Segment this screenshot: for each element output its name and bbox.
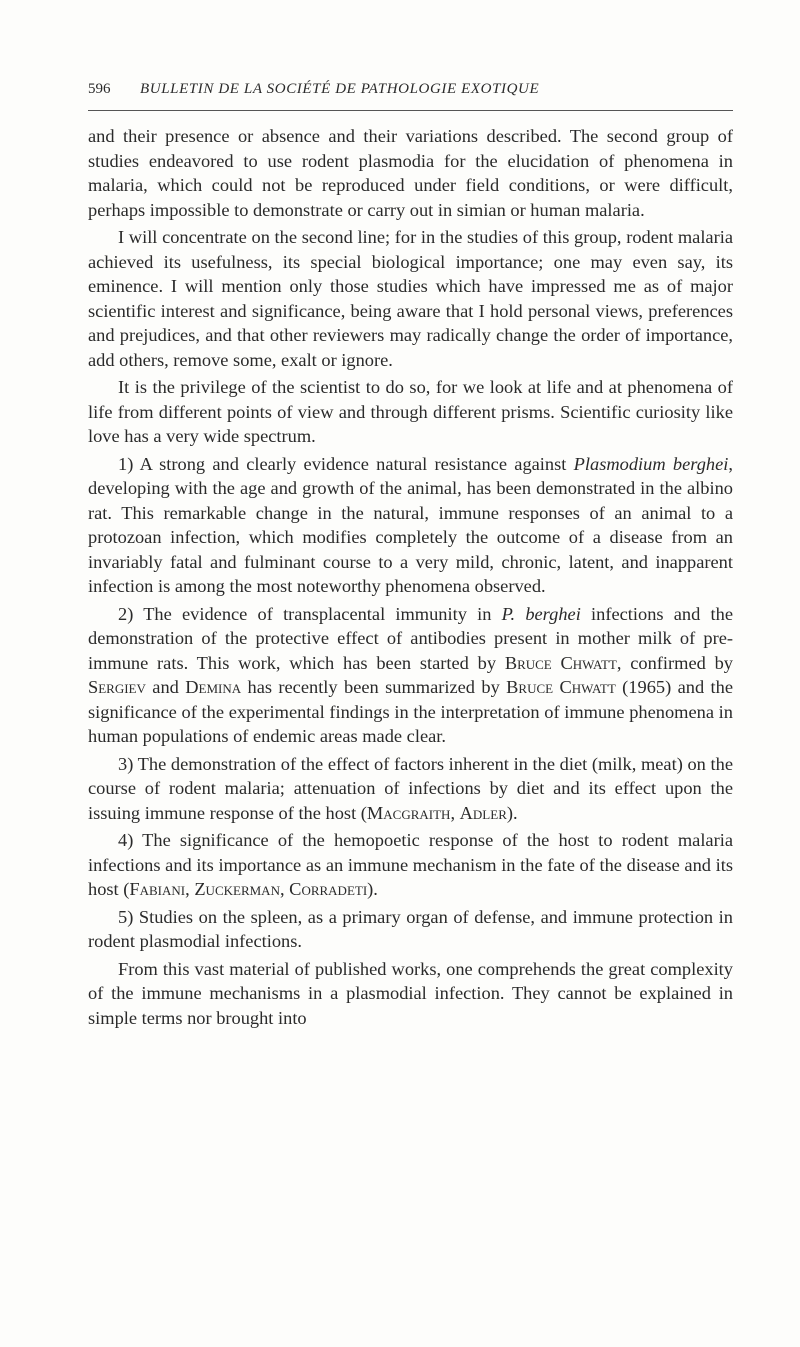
species-name: P. berghei — [501, 603, 581, 624]
author-name: Sergiev — [88, 677, 146, 697]
species-name: Plasmodium berghei — [573, 453, 729, 474]
author-name: Bruce Chwatt — [504, 652, 617, 673]
author-name: Zuckerman — [194, 879, 280, 899]
paragraph: From this vast material of published works, one comprehends the great complexity of the immune mechanisms in a plasmodial infection. They cannot be explained in simple terms nor brought into — [88, 958, 733, 1028]
list-item: 4) The significance of the hemopoetic response of the host to rodent malaria infections and its importance as an immune mechanism in the fate of the disease and its host (Fabiani, Zuckerman, Corradeti). — [88, 830, 733, 899]
paragraph: I will concentrate on the second line; for in the studies of this group, rodent malaria achieved its usefulness, its special biological importance; one may even say, its eminence. I will mention only those studies which have impressed me as of major scientific interest and significance, being aware that I hold personal views, preferences and prejudices, and that other reviewers may radically change the order of importance, add others, remove some, exalt or ignore. — [88, 227, 733, 370]
page-number: 596 — [88, 81, 111, 97]
list-item: 5) Studies on the spleen, as a primary organ of defense, and immune protection in rodent plasmodial infections. — [88, 906, 733, 951]
body-text — [88, 124, 733, 1030]
list-item: 2) The evidence of transplacental immunity in P. berghei infections and the demonstration of the protective effect of antibodies present in mother milk of pre-immune rats. This work, which has been started by Bruce Chwatt, confirmed by Sergiev and Demina has recently been summarized by Bruce Chwatt (1965) and the significance of the experimental findings in the interpretation of immune phenomena in human populations of endemic areas made clear. — [88, 603, 734, 746]
list-item: 1) A strong and clearly evidence natural resistance against Plasmodium berghei, developing with the age and growth of the animal, has been demonstrated in the albino rat. This remarkable change in the natural, immune responses of an animal to a protozoan infection, which modifies completely the outcome of a disease from an invariably fatal and fulminant course to a very mild, chronic, latent, and inapparent infection is among the most noteworthy phenomena observed. — [88, 453, 733, 596]
author-name: Corradeti — [289, 879, 368, 899]
list-item: 3) The demonstration of the effect of factors inherent in the diet (milk, meat) on the course of rodent malaria; attenuation of infections by diet and its effect upon the issuing immune response of the host (Macgraith, Adler). — [88, 753, 733, 823]
author-name: Macgraith — [366, 802, 451, 823]
author-name: Adler — [459, 802, 507, 823]
paragraph: and their presence or absence and their variations described. The second group of studies endeavored to use rodent plasmodia for the elucidation of phenomena in malaria, which could not be reproduced under field conditions, or were difficult, perhaps impossible to demonstrate or carry out in simian or human malaria. — [88, 126, 733, 220]
running-title: BULLETIN DE LA SOCIÉTÉ DE PATHOLOGIE EXOTIQUE — [140, 81, 540, 97]
author-name: Bruce Chwatt — [506, 677, 616, 697]
paragraph: It is the privilege of the scientist to do so, for we look at life and at phenomena of life from different points of view and through different prisms. Scientific curiosity like love has a very wide spectrum. — [88, 377, 733, 446]
running-header — [88, 78, 733, 111]
author-name: Demina — [185, 677, 242, 697]
author-name: Fabiani — [129, 879, 186, 899]
